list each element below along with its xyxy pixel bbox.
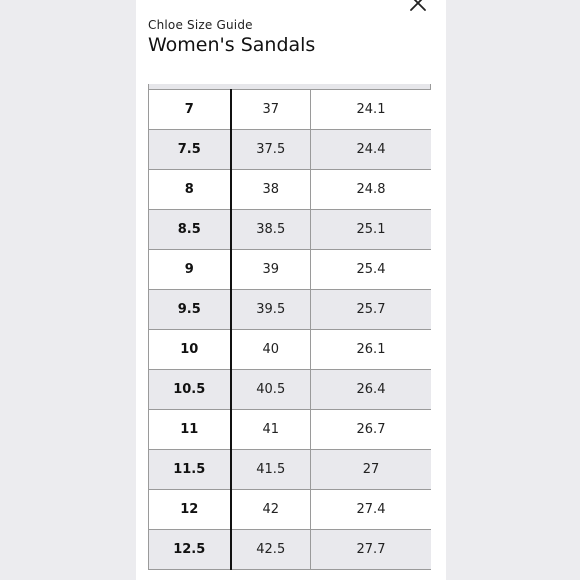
- table-row: [149, 370, 432, 410]
- us-size-cell: 11.5: [149, 450, 231, 490]
- table-row: [149, 290, 432, 330]
- close-button[interactable]: [407, 0, 429, 14]
- size-guide-subtitle: Chloe Size Guide: [148, 18, 253, 32]
- table-row: [149, 410, 432, 450]
- close-icon: [407, 0, 429, 14]
- eu-size-cell: 42: [231, 490, 311, 530]
- us-size-cell: 9.5: [149, 290, 231, 330]
- table-row: [149, 90, 432, 130]
- eu-size-cell: 37: [231, 90, 311, 130]
- foot-length-cm-cell: 25.4: [311, 250, 432, 290]
- us-size-cell: 9: [149, 250, 231, 290]
- foot-length-cm-cell: 26.1: [311, 330, 432, 370]
- table-row: [149, 450, 432, 490]
- us-size-cell: 10.5: [149, 370, 231, 410]
- us-size-cell: 8.5: [149, 210, 231, 250]
- eu-size-cell: 40: [231, 330, 311, 370]
- foot-length-cm-cell: 24.8: [311, 170, 432, 210]
- table-row: [149, 210, 432, 250]
- size-table: [148, 89, 431, 570]
- foot-length-cm-cell: 26.7: [311, 410, 432, 450]
- eu-size-cell: 38: [231, 170, 311, 210]
- eu-size-cell: 42.5: [231, 530, 311, 570]
- table-row: [149, 170, 432, 210]
- table-row: [149, 330, 432, 370]
- size-table-container[interactable]: [148, 84, 431, 580]
- eu-size-cell: 41.5: [231, 450, 311, 490]
- foot-length-cm-cell: 27: [311, 450, 432, 490]
- eu-size-cell: 41: [231, 410, 311, 450]
- us-size-cell: 10: [149, 330, 231, 370]
- foot-length-cm-cell: 25.1: [311, 210, 432, 250]
- foot-length-cm-cell: 27.4: [311, 490, 432, 530]
- foot-length-cm-cell: 24.1: [311, 90, 432, 130]
- table-row: [149, 490, 432, 530]
- eu-size-cell: 40.5: [231, 370, 311, 410]
- us-size-cell: 7: [149, 90, 231, 130]
- foot-length-cm-cell: 24.4: [311, 130, 432, 170]
- eu-size-cell: 39.5: [231, 290, 311, 330]
- us-size-cell: 8: [149, 170, 231, 210]
- foot-length-cm-cell: 27.7: [311, 530, 432, 570]
- us-size-cell: 12: [149, 490, 231, 530]
- eu-size-cell: 39: [231, 250, 311, 290]
- us-size-cell: 12.5: [149, 530, 231, 570]
- table-row: [149, 130, 432, 170]
- eu-size-cell: 38.5: [231, 210, 311, 250]
- us-size-cell: 7.5: [149, 130, 231, 170]
- page-title: Women's Sandals: [148, 34, 316, 56]
- eu-size-cell: 37.5: [231, 130, 311, 170]
- size-table-body: [149, 90, 432, 570]
- us-size-cell: 11: [149, 410, 231, 450]
- table-row: [149, 530, 432, 570]
- foot-length-cm-cell: 25.7: [311, 290, 432, 330]
- foot-length-cm-cell: 26.4: [311, 370, 432, 410]
- table-row: [149, 250, 432, 290]
